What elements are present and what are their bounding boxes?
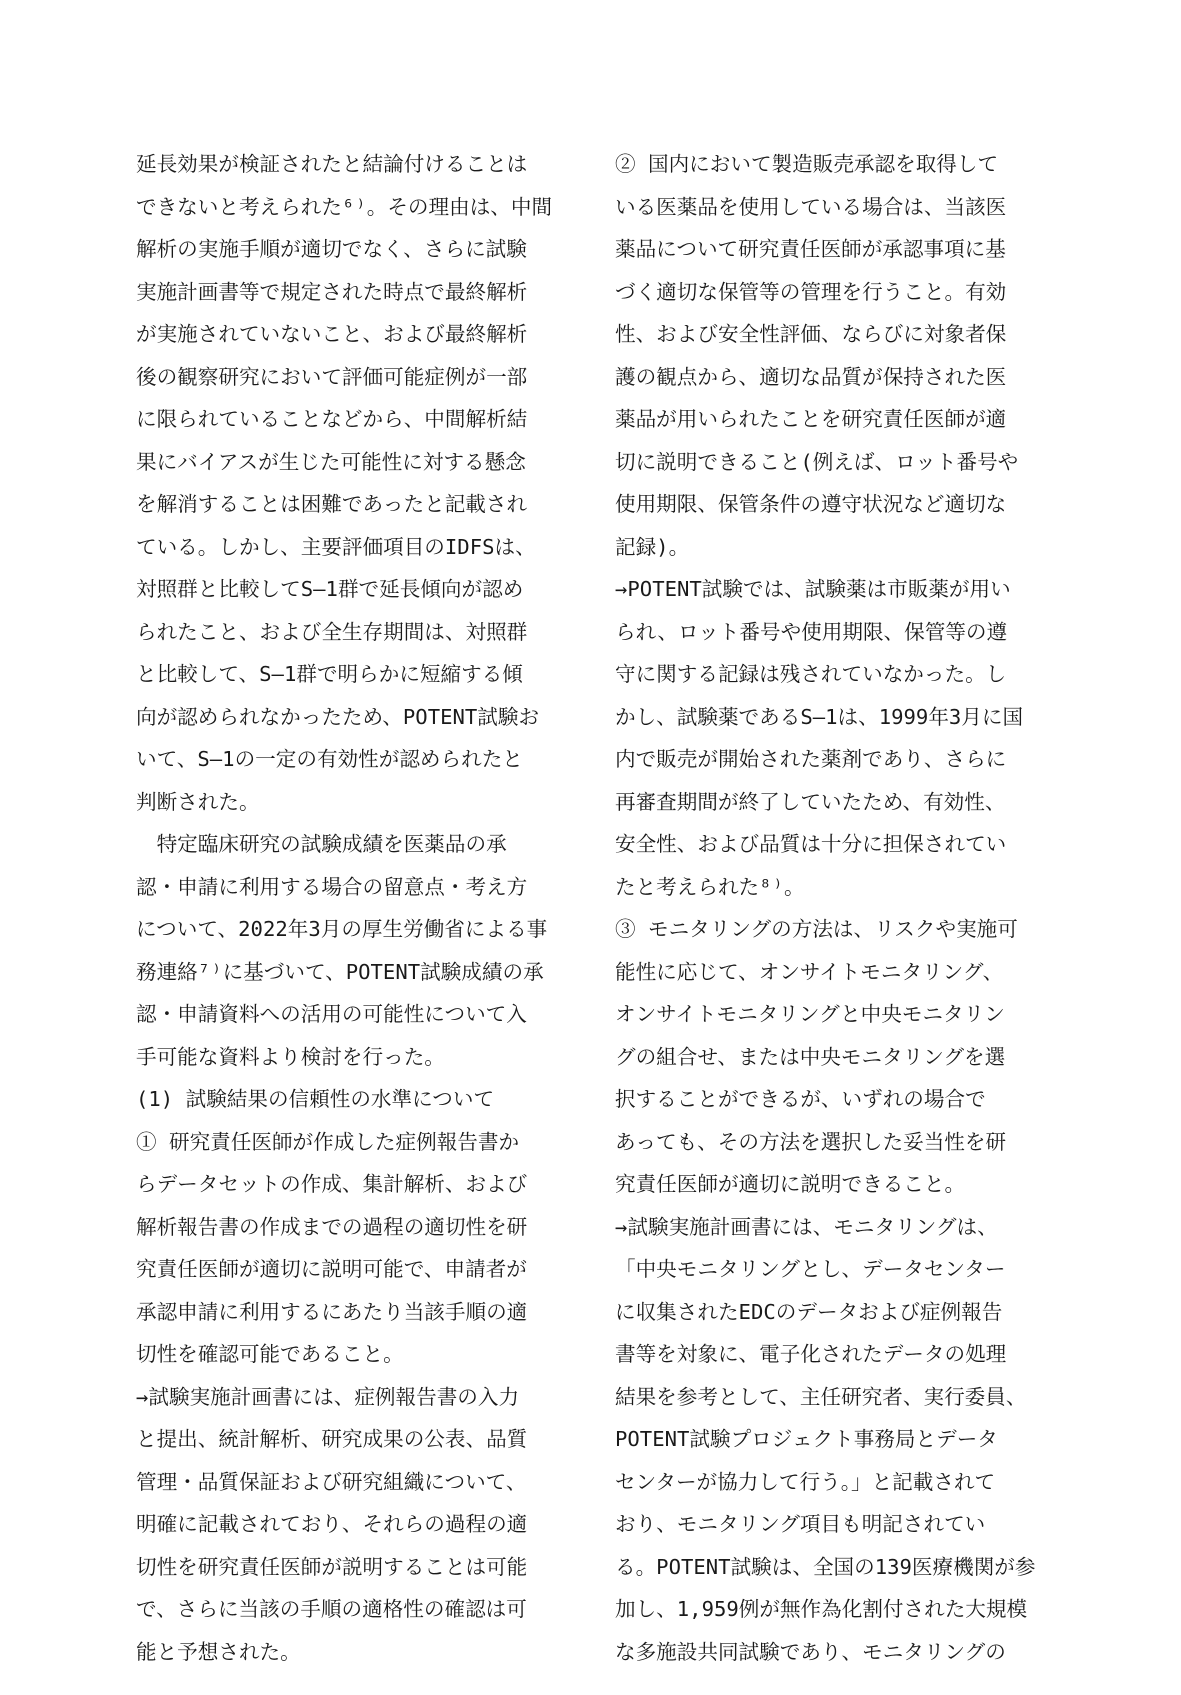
- text-line: ③ モニタリングの方法は、リスクや実施可: [615, 917, 1018, 941]
- text-line: かし、試験薬であるS―1は、1999年3月に国: [615, 704, 1024, 729]
- text-line: 記録)。: [615, 534, 690, 559]
- text-line: 薬品について研究責任医師が承認事項に基: [615, 237, 1006, 261]
- text-line: →POTENT試験では、試験薬は市販薬が用い: [615, 577, 1011, 601]
- text-line: る。POTENT試験は、全国の139医療機関が参: [615, 1554, 1036, 1579]
- text-line: 切に説明できること(例えば、ロット番号や: [615, 449, 1019, 474]
- right-text-column: [615, 143, 1045, 1673]
- text-line: 書等を対象に、電子化されたデータの処理: [615, 1342, 1007, 1366]
- text-line: ② 国内において製造販売承認を取得して: [615, 152, 999, 176]
- text-line: 使用期限、保管条件の遵守状況など適切な: [615, 492, 1007, 516]
- text-line: 内で販売が開始された薬剤であり、さらに: [615, 747, 1007, 771]
- text-line: 守に関する記録は残されていなかった。し: [615, 662, 1007, 686]
- text-line: (1) 試験結果の信頼性の水準について: [136, 1087, 495, 1111]
- text-line: センターが協力して行う。」と記載されて: [615, 1469, 996, 1494]
- text-line: 切性を確認可能であること。: [136, 1342, 404, 1366]
- text-line: 認・申請資料への活用の可能性について入: [136, 1002, 527, 1026]
- text-line: 究責任医師が適切に説明できること。: [615, 1172, 966, 1196]
- text-line: 結果を参考として、主任研究者、実行委員、: [615, 1384, 1027, 1409]
- text-line: られ、ロット番号や使用期限、保管等の遵: [615, 619, 1008, 644]
- text-line: →試験実施計画書には、モニタリングは、: [615, 1214, 998, 1239]
- text-line: ている。しかし、主要評価項目のIDFSは、: [136, 534, 536, 559]
- text-line: 加し、1,959例が無作為化割付された大規模: [615, 1597, 1028, 1621]
- text-line: 手可能な資料より検討を行った。: [136, 1044, 445, 1069]
- text-line: たと考えられた⁸⁾。: [615, 874, 805, 899]
- text-line: 再審査期間が終了していたため、有効性、: [615, 789, 1006, 814]
- text-line: で、さらに当該の手順の適格性の確認は可: [136, 1597, 527, 1621]
- text-line: できないと考えられた⁶⁾。その理由は、中間: [136, 194, 553, 219]
- text-line: 向が認められなかったため、POTENT試験お: [136, 704, 540, 729]
- text-line: 切性を研究責任医師が説明することは可能: [136, 1554, 528, 1579]
- text-line: 択することができるが、いずれの場合で: [615, 1087, 986, 1111]
- text-line: いる医薬品を使用している場合は、当該医: [615, 194, 1007, 219]
- text-line: 承認申請に利用するにあたり当該手順の適: [136, 1299, 528, 1324]
- text-line: 護の観点から、適切な品質が保持された医: [615, 364, 1007, 389]
- text-line: に収集されたEDCのデータおよび症例報告: [615, 1299, 1003, 1324]
- text-line: が実施されていないこと、および最終解析: [136, 322, 528, 346]
- text-line: を解消することは困難であったと記載され: [136, 492, 528, 516]
- text-line: あっても、その方法を選択した妥当性を研: [615, 1129, 1007, 1154]
- text-line: 能性に応じて、オンサイトモニタリング、: [615, 959, 1004, 984]
- text-line: ① 研究責任医師が作成した症例報告書か: [136, 1129, 520, 1154]
- text-line: 管理・品質保証および研究組織について、: [136, 1469, 527, 1494]
- text-line: いて、S―1の一定の有効性が認められたと: [136, 747, 523, 771]
- text-line: に限られていることなどから、中間解析結: [136, 407, 528, 431]
- text-line: について、2022年3月の厚生労働省による事: [136, 917, 548, 941]
- text-line: 明確に記載されており、それらの過程の適: [136, 1512, 528, 1536]
- text-line: 性、および安全性評価、ならびに対象者保: [615, 322, 1007, 346]
- text-line: らデータセットの作成、集計解析、および: [136, 1172, 528, 1196]
- text-line: 対照群と比較してS―1群で延長傾向が認め: [136, 577, 524, 601]
- text-line: POTENT試験プロジェクト事務局とデータ: [615, 1427, 998, 1451]
- text-line: 判断された。: [136, 789, 260, 814]
- text-line: 延長効果が検証されたと結論付けることは: [136, 152, 528, 176]
- text-line: 「中央モニタリングとし、データセンター: [615, 1257, 1006, 1281]
- text-line: 究責任医師が適切に説明可能で、申請者が: [136, 1257, 527, 1281]
- text-line: グの組合せ、または中央モニタリングを選: [615, 1044, 1006, 1069]
- text-line: 安全性、および品質は十分に担保されてい: [615, 832, 1007, 856]
- text-line: 後の観察研究において評価可能症例が一部: [136, 364, 528, 389]
- text-line: 能と予想された。: [136, 1639, 301, 1664]
- text-line: 実施計画書等で規定された時点で最終解析: [136, 279, 528, 304]
- text-line: 務連絡⁷⁾に基づいて、POTENT試験成績の承: [136, 959, 544, 984]
- text-line: おり、モニタリング項目も明記されてい: [615, 1512, 986, 1536]
- text-line: →試験実施計画書には、症例報告書の入力: [136, 1384, 520, 1409]
- text-line: 果にバイアスが生じた可能性に対する懸念: [136, 449, 526, 474]
- text-line: 特定臨床研究の試験成績を医薬品の承: [136, 832, 507, 856]
- text-line: づく適切な保管等の管理を行うこと。有効: [615, 279, 1007, 304]
- text-line: 薬品が用いられたことを研究責任医師が適: [615, 407, 1007, 431]
- text-line: オンサイトモニタリングと中央モニタリン: [615, 1002, 1005, 1026]
- left-text-column: [136, 143, 566, 1673]
- text-line: 解析報告書の作成までの過程の適切性を研: [136, 1214, 528, 1239]
- text-line: 解析の実施手順が適切でなく、さらに試験: [136, 237, 527, 261]
- text-line: と比較して、S―1群で明らかに短縮する傾: [136, 662, 523, 686]
- text-line: 認・申請に利用する場合の留意点・考え方: [136, 874, 528, 899]
- text-line: と提出、統計解析、研究成果の公表、品質: [136, 1427, 528, 1451]
- text-line: な多施設共同試験であり、モニタリングの: [615, 1639, 1006, 1664]
- text-line: られたこと、および全生存期間は、対照群: [136, 619, 528, 644]
